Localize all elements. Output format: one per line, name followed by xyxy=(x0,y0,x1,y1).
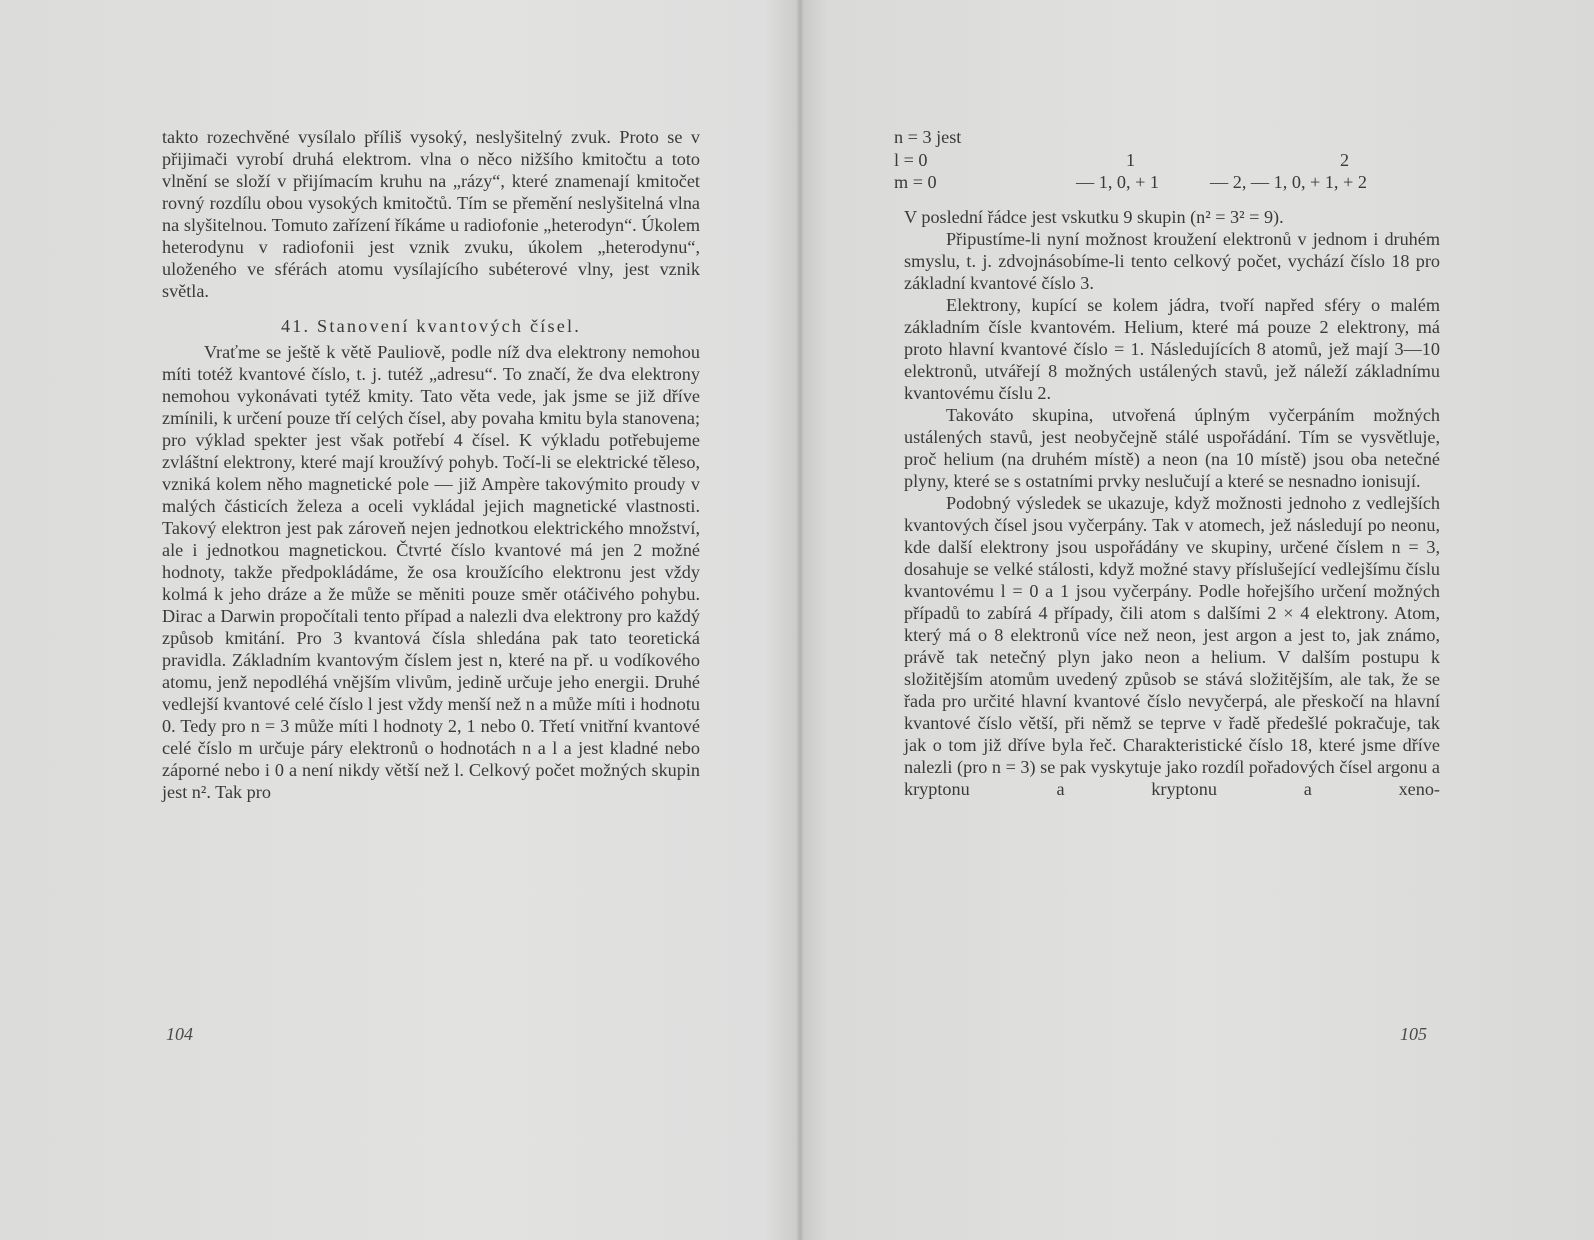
paragraph-left-2: Vraťme se ještě k větě Pauliově, podle níž dva elektrony nemohou míti totéž kvantové číslo, t. j. tutéž „adresu“. To značí, že dva elektrony nemohou vykonávati tytéž kmity. Tato věta vede, jak jsme se již dříve zmínili, k určení pouze tří celých čísel, aby povaha kmitu byla stanovena; pro výklad spekter jest však potřebí 4 čísel. K výkladu potřebujeme zvláštní elektrony, které mají kroužívý pohyb. Točí-li se elektrické těleso, vzniká kolem něho magnetické pole — již Ampère takovýmito proudy v malých částicích železa a oceli vykládal jejich magnetické vlastnosti. Takový elektron jest pak zároveň nejen jednotkou elektrického množství, ale i jednotkou magnetickou. Čtvrté číslo kvantové má jen 2 možné hodnoty, takže předpokládáme, že osa kroužícího elektronu jest vždy kolmá k jeho dráze a že může se měniti pouze směr otáčivého pohybu. Dirac a Darwin propočítali tento případ a nalezli dva elektrony pro každý způsob kmitání. Pro 3 kvantová čísla shledána pak tato teoretická pravidla. Základním kvantovým číslem jest n, které na př. u vodíkového atomu, jenž nepodléhá vnějším vlivům, jedině určuje jeho energii. Druhé vedlejší kvantové celé číslo l jest vždy menší než n a může míti i hodnotu 0. Tedy pro n = 3 může míti l hodnoty 2, 1 nebo 0. Třetí vnitřní kvantové celé číslo m určuje páry elektronů o hodnotách n a l a jest kladné nebo záporné nebo i 0 a není nikdy větší než l. Celkový počet možných skupin jest n². Tak pro xyxy=(162,342,700,802)
table-cell: 2 xyxy=(1340,149,1350,170)
table-cell: l = 0 xyxy=(894,149,928,170)
table-row xyxy=(894,171,1440,194)
table-cell: m = 0 xyxy=(894,172,937,192)
section-heading: 41. Stanovení kvantových čísel. xyxy=(280,316,582,336)
table-row xyxy=(894,149,1440,172)
paragraph-right-1: V poslední řádce jest vskutku 9 skupin (n² = 3² = 9). xyxy=(904,206,1284,227)
paragraph-right-2: Připustíme-li nyní možnost kroužení elektronů v jednom i druhém smyslu, t. j. zdvojnásobíme-li tento celkový počet, vychází číslo 18 pro základní kvantové číslo 3. xyxy=(904,228,1440,293)
paragraph-right-5: Podobný výsledek se ukazuje, když možnosti jednoho z vedlejších kvantových čísel jsou vyčerpány. Tak v atomech, jež následují po neonu, kde další elektrony jsou uspořádány ve skupiny, určené číslem n = 3, dosahuje se velké stálosti, když možné stavy příslušející vedlejšímu číslu kvantovému l = 0 a 1 jsou vyčerpány. Podle hořejšího určení možných případů to zabírá 4 případy, čili atom s dalšími 2 × 4 elektrony. Atom, který má o 8 elektronů více než neon, jest argon a jest to, jak známo, právě tak netečný plyn jako neon a helium. V dalším postupu k složitějším atomům uvedený způsob se stává složitějším, ale tak, že se řada pro určité hlavní kvantové číslo nevyčerpá, ale přeskočí na hlavní kvantové číslo větší, při němž se teprve v řadě předešlé pokračuje, tak jak o tom již dříve byla řeč. Charakteristické číslo 18, které jsme dříve nalezli (pro n = 3) se pak vyskytuje jako rozdíl pořadových čísel argonu a kryptonu a kryptonu a xeno- xyxy=(904,492,1440,799)
paragraph-left-1: takto rozechvěné vysílalo příliš vysoký, neslyšitelný zvuk. Proto se v přijimači vyrobí druhá elektrom. vlna o něco nižšího kmitočtu a toto vlnění se složí v přijímacím kruhu na „rázy“, které znamenají kmitočet rovný rozdílu obou vysokých kmitočtů. Tím se přemění neslyšitelná vlna na slyšitelnou. Tomuto zařízení říkáme u radiofonie „heterodyn“. Úkolem heterodynu v radiofonii jest vznik zvuku, úkolem „heterodynu“, uloženého ve sférách atomu vysílajícího subéterové vlny, jest vznik světla. xyxy=(162,127,700,301)
quantum-number-table xyxy=(894,126,1440,194)
paragraph-right-4: Takováto skupina, utvořená úplným vyčerpáním možných ustálených stavů, jest neobyčejně stálé uspořádání. Tím se vysvětluje, proč helium (na druhém místě) a neon (na 10 místě) jsou oba netečné plyny, které se s ostatními prvky neslučují a které se nesnadno ionisují. xyxy=(904,404,1440,491)
book-gutter xyxy=(796,0,804,1240)
page-number-right: 105 xyxy=(1400,1024,1427,1044)
page-number-left: 104 xyxy=(166,1024,193,1044)
paragraph-right-3: Elektrony, kupící se kolem jádra, tvoří napřed sféry o malém základním čísle kvantovém. Helium, které má pouze 2 elektrony, má proto hlavní kvantové číslo = 1. Následujících 8 atomů, jež mají 3—10 elektronů, utvářejí 8 možných ustálených stavů, jež náleží základnímu kvantovému číslu 2. xyxy=(904,294,1440,403)
table-cell: — 2, — 1, 0, + 1, + 2 xyxy=(1210,172,1367,192)
left-page xyxy=(162,126,700,803)
table-cell: n = 3 jest xyxy=(894,127,962,147)
table-row xyxy=(894,126,1440,149)
right-page xyxy=(894,126,1440,800)
table-cell: 1 xyxy=(1126,149,1136,170)
table-cell: — 1, 0, + 1 xyxy=(1076,172,1160,192)
